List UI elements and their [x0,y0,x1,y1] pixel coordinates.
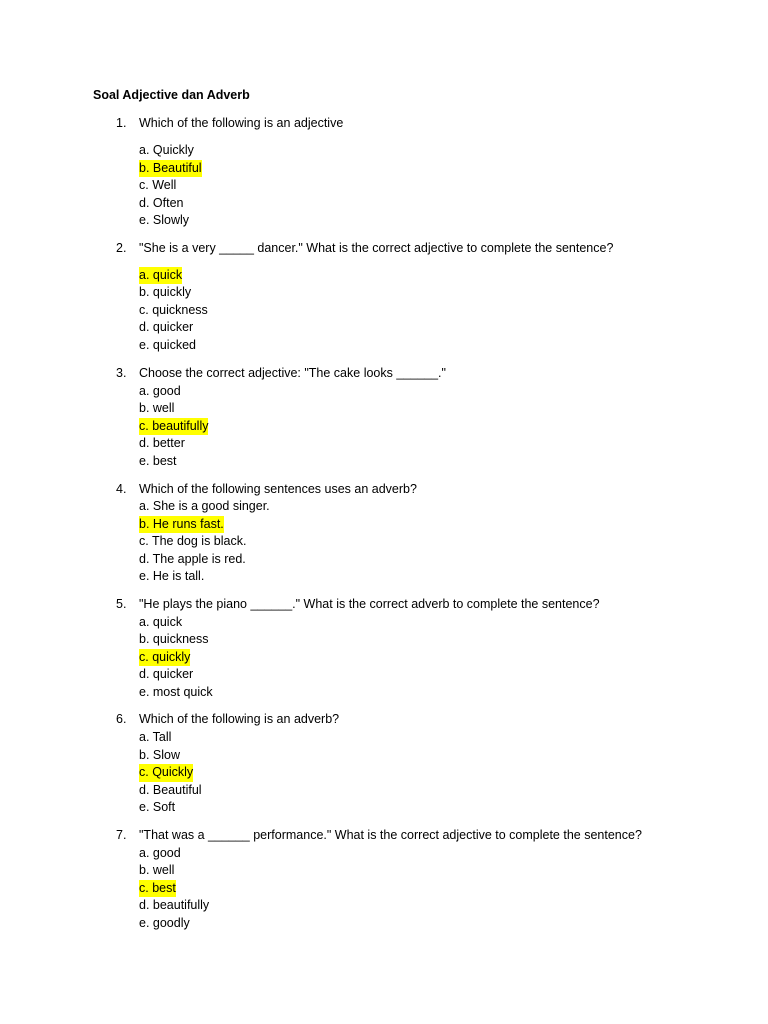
question-number: 7. [116,828,127,842]
question-text: Which of the following is an adjective [139,116,344,130]
question-number: 2. [116,241,127,255]
option: d. beautifully [139,898,210,912]
option: e. goodly [139,915,190,930]
option: e. He is tall. [139,569,205,583]
question-number: 3. [116,366,127,380]
question-text: "She is a very _____ dancer." What is the correct adjective to complete the sentence? [139,241,614,255]
option-highlighted: c. beautifully [139,418,208,436]
question-text: "He plays the piano ______." What is the correct adverb to complete the sentence? [139,597,600,611]
option: d. Often [139,195,184,210]
option-highlighted: a. quick [139,267,182,285]
option: a. Quickly [139,143,194,157]
question-number: 5. [116,597,127,611]
option: b. quickness [139,632,209,646]
document-title: Soal Adjective dan Adverb [93,88,250,102]
option-highlighted: c. Quickly [139,764,193,782]
option: b. quickly [139,285,192,299]
question-text: Choose the correct adjective: "The cake looks ______." [139,366,446,380]
option: e. best [139,453,177,468]
option: e. Slowly [139,213,190,227]
question-number: 6. [116,712,127,726]
option: e. Soft [139,800,176,814]
option: d. The apple is red. [139,551,246,566]
option: e. most quick [139,684,213,699]
option-highlighted: b. He runs fast. [139,516,224,534]
option: e. quicked [139,337,196,352]
option: c. The dog is black. [139,534,247,548]
option: a. Tall [139,730,172,744]
question-text: Which of the following sentences uses an adverb? [139,482,417,496]
question-text: Which of the following is an adverb? [139,712,340,726]
option: c. Well [139,178,177,192]
option: b. well [139,401,175,415]
option: a. She is a good singer. [139,499,270,513]
option-highlighted: c. quickly [139,649,190,667]
question-text: "That was a ______ performance." What is the correct adjective to complete the sentence? [139,828,642,842]
option: a. good [139,845,181,860]
option: d. quicker [139,320,194,334]
option: c. quickness [139,302,208,317]
option: b. well [139,863,175,877]
option: d. better [139,436,185,450]
question-number: 1. [116,116,127,130]
option: d. quicker [139,667,194,681]
option: a. quick [139,614,183,629]
option: d. Beautiful [139,782,202,797]
option-highlighted: c. best [139,880,176,898]
question-number: 4. [116,482,127,496]
option: a. good [139,383,181,398]
option-highlighted: b. Beautiful [139,160,202,178]
option: b. Slow [139,747,180,762]
